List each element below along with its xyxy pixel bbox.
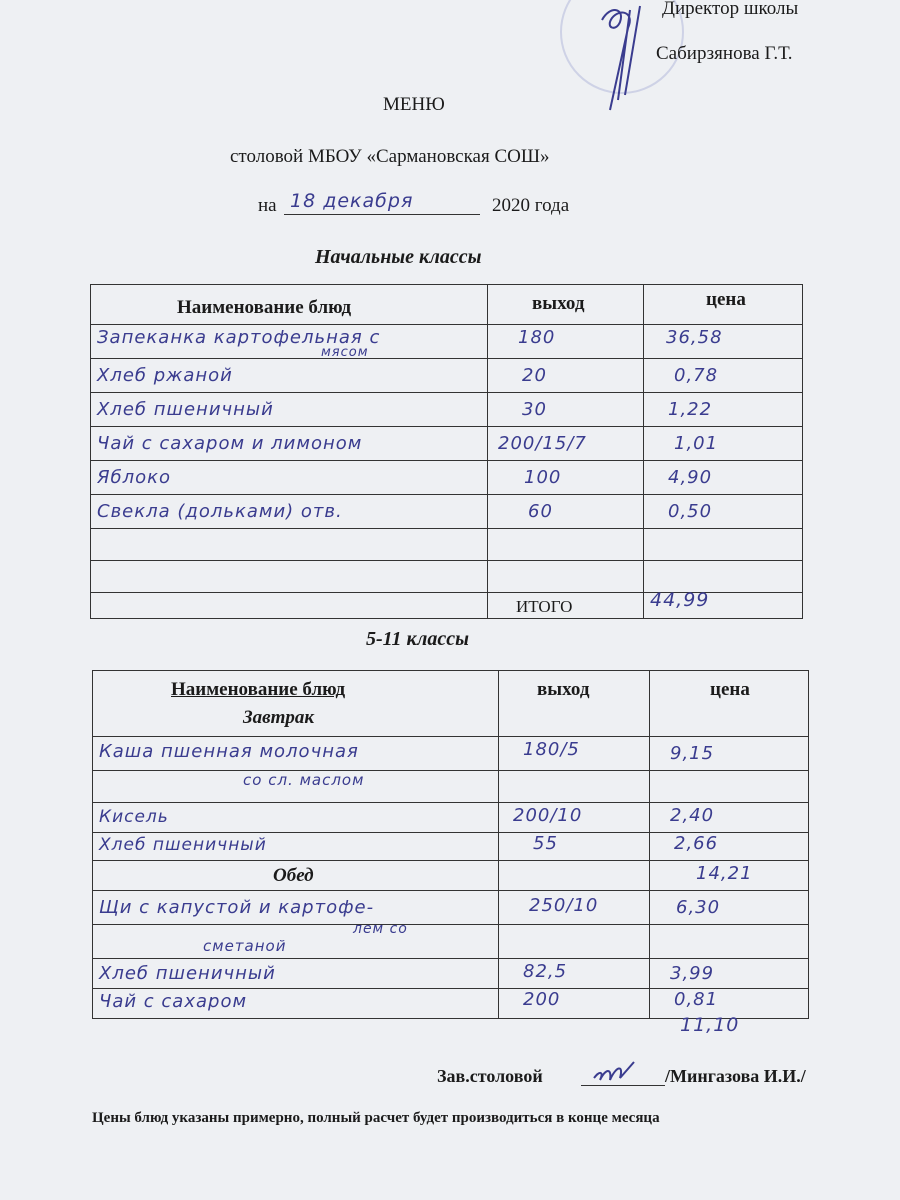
signer-name: /Мингазова И.И./: [665, 1066, 806, 1086]
dish-output: 180: [488, 325, 644, 359]
table-row: [91, 495, 803, 529]
dish-name: Хлеб пшеничный: [91, 393, 488, 427]
total-label: ИТОГО: [488, 593, 644, 619]
table-row: [91, 325, 803, 359]
table-row: [93, 833, 809, 861]
dish-output: [488, 529, 644, 561]
total-row: [91, 593, 803, 619]
table-row: [93, 803, 809, 833]
dish-price: [650, 771, 809, 803]
dish-price: 0,78: [644, 359, 803, 393]
column-header: выход: [499, 671, 650, 737]
canteen-name: столовой МБОУ «Сармановская СОШ»: [230, 146, 550, 167]
senior-heading: 5-11 классы: [366, 628, 469, 650]
table-row: [91, 393, 803, 427]
column-header: Наименование блюд: [91, 285, 488, 325]
dish-output: 82,5: [499, 959, 650, 989]
section-row: [93, 861, 809, 891]
dish-output: 200/15/7: [488, 427, 644, 461]
approval-name: Сабирзянова Г.Т.: [656, 43, 793, 64]
dish-price: 4,90: [644, 461, 803, 495]
dish-price: 0,50: [644, 495, 803, 529]
primary-heading: Начальные классы: [315, 246, 482, 268]
table-header-row: [91, 285, 803, 325]
dish-name: [91, 529, 488, 561]
column-header: Наименование блюд Завтрак: [93, 671, 499, 737]
dish-name: [91, 593, 488, 619]
table-row: [93, 771, 809, 803]
dish-output: [499, 771, 650, 803]
manager-signature: [590, 1060, 650, 1088]
dish-name: Чай с сахаром: [93, 989, 499, 1019]
dish-name: Каша пшенная молочная: [93, 737, 499, 771]
director-signature: [590, 0, 660, 115]
dish-price: 9,15: [650, 737, 809, 771]
dish-output: 30: [488, 393, 644, 427]
dish-price: 36,58: [644, 325, 803, 359]
dish-name: Чай с сахаром и лимоном: [91, 427, 488, 461]
table-row: [91, 561, 803, 593]
date-underline: [284, 214, 480, 215]
dish-name: Хлеб пшеничный: [93, 833, 499, 861]
table-row: [93, 737, 809, 771]
dish-output: 60: [488, 495, 644, 529]
breakfast-label: Завтрак: [243, 707, 315, 728]
signer-prefix: Зав.столовой: [437, 1066, 543, 1086]
dish-output: 180/5: [499, 737, 650, 771]
date-suffix: 2020 года: [492, 195, 570, 216]
primary-menu-table: [90, 284, 803, 619]
table-row: [91, 359, 803, 393]
dish-output: [488, 561, 644, 593]
dish-price: 0,81: [650, 989, 809, 1019]
table-row: [91, 461, 803, 495]
dish-name: Хлеб ржаной: [91, 359, 488, 393]
table-row: [93, 891, 809, 925]
dish-name: Яблоко: [91, 461, 488, 495]
dish-name: Щи с капустой и картофе-: [93, 891, 499, 925]
date-prefix: на: [258, 195, 277, 216]
dish-price: [650, 925, 809, 959]
dish-name: Свекла (дольками) отв.: [91, 495, 488, 529]
footnote: Цены блюд указаны примерно, полный расчет будет производиться в конце месяца: [92, 1110, 660, 1126]
dish-name: лем со сметаной: [93, 925, 499, 959]
table-row: [93, 959, 809, 989]
dish-price: 1,01: [644, 427, 803, 461]
dish-name: Запеканка картофельная с мясом: [91, 325, 488, 359]
dish-name: со сл. маслом: [93, 771, 499, 803]
menu-title: МЕНЮ: [383, 94, 445, 115]
dish-price: 6,30: [650, 891, 809, 925]
table-row: [91, 529, 803, 561]
dish-price: [644, 529, 803, 561]
dish-price: 3,99: [650, 959, 809, 989]
dish-price: 1,22: [644, 393, 803, 427]
dish-output: [499, 861, 650, 891]
dish-price: [644, 561, 803, 593]
table-row: [93, 925, 809, 959]
breakfast-total: 14,21: [650, 861, 809, 891]
dish-price: 2,66: [650, 833, 809, 861]
dish-name: Кисель: [93, 803, 499, 833]
dish-output: 200/10: [499, 803, 650, 833]
dish-output: 100: [488, 461, 644, 495]
column-header: выход: [488, 285, 644, 325]
approval-title: Директор школы: [662, 0, 799, 19]
dish-name: [91, 561, 488, 593]
date-handwritten: 18 декабря: [290, 190, 414, 212]
column-header: цена: [644, 285, 803, 325]
dish-output: 250/10: [499, 891, 650, 925]
total-value: 44,99: [644, 593, 803, 619]
dish-output: 55: [499, 833, 650, 861]
dish-output: [499, 925, 650, 959]
dish-output: 20: [488, 359, 644, 393]
lunch-total: 11,10: [680, 1014, 740, 1036]
dish-price: 2,40: [650, 803, 809, 833]
dish-name: Хлеб пшеничный: [93, 959, 499, 989]
dish-output: 200: [499, 989, 650, 1019]
table-row: [91, 427, 803, 461]
senior-menu-table: [92, 670, 809, 1019]
lunch-label: Обед: [93, 861, 499, 891]
column-header: цена: [650, 671, 809, 737]
table-header-row: [93, 671, 809, 737]
